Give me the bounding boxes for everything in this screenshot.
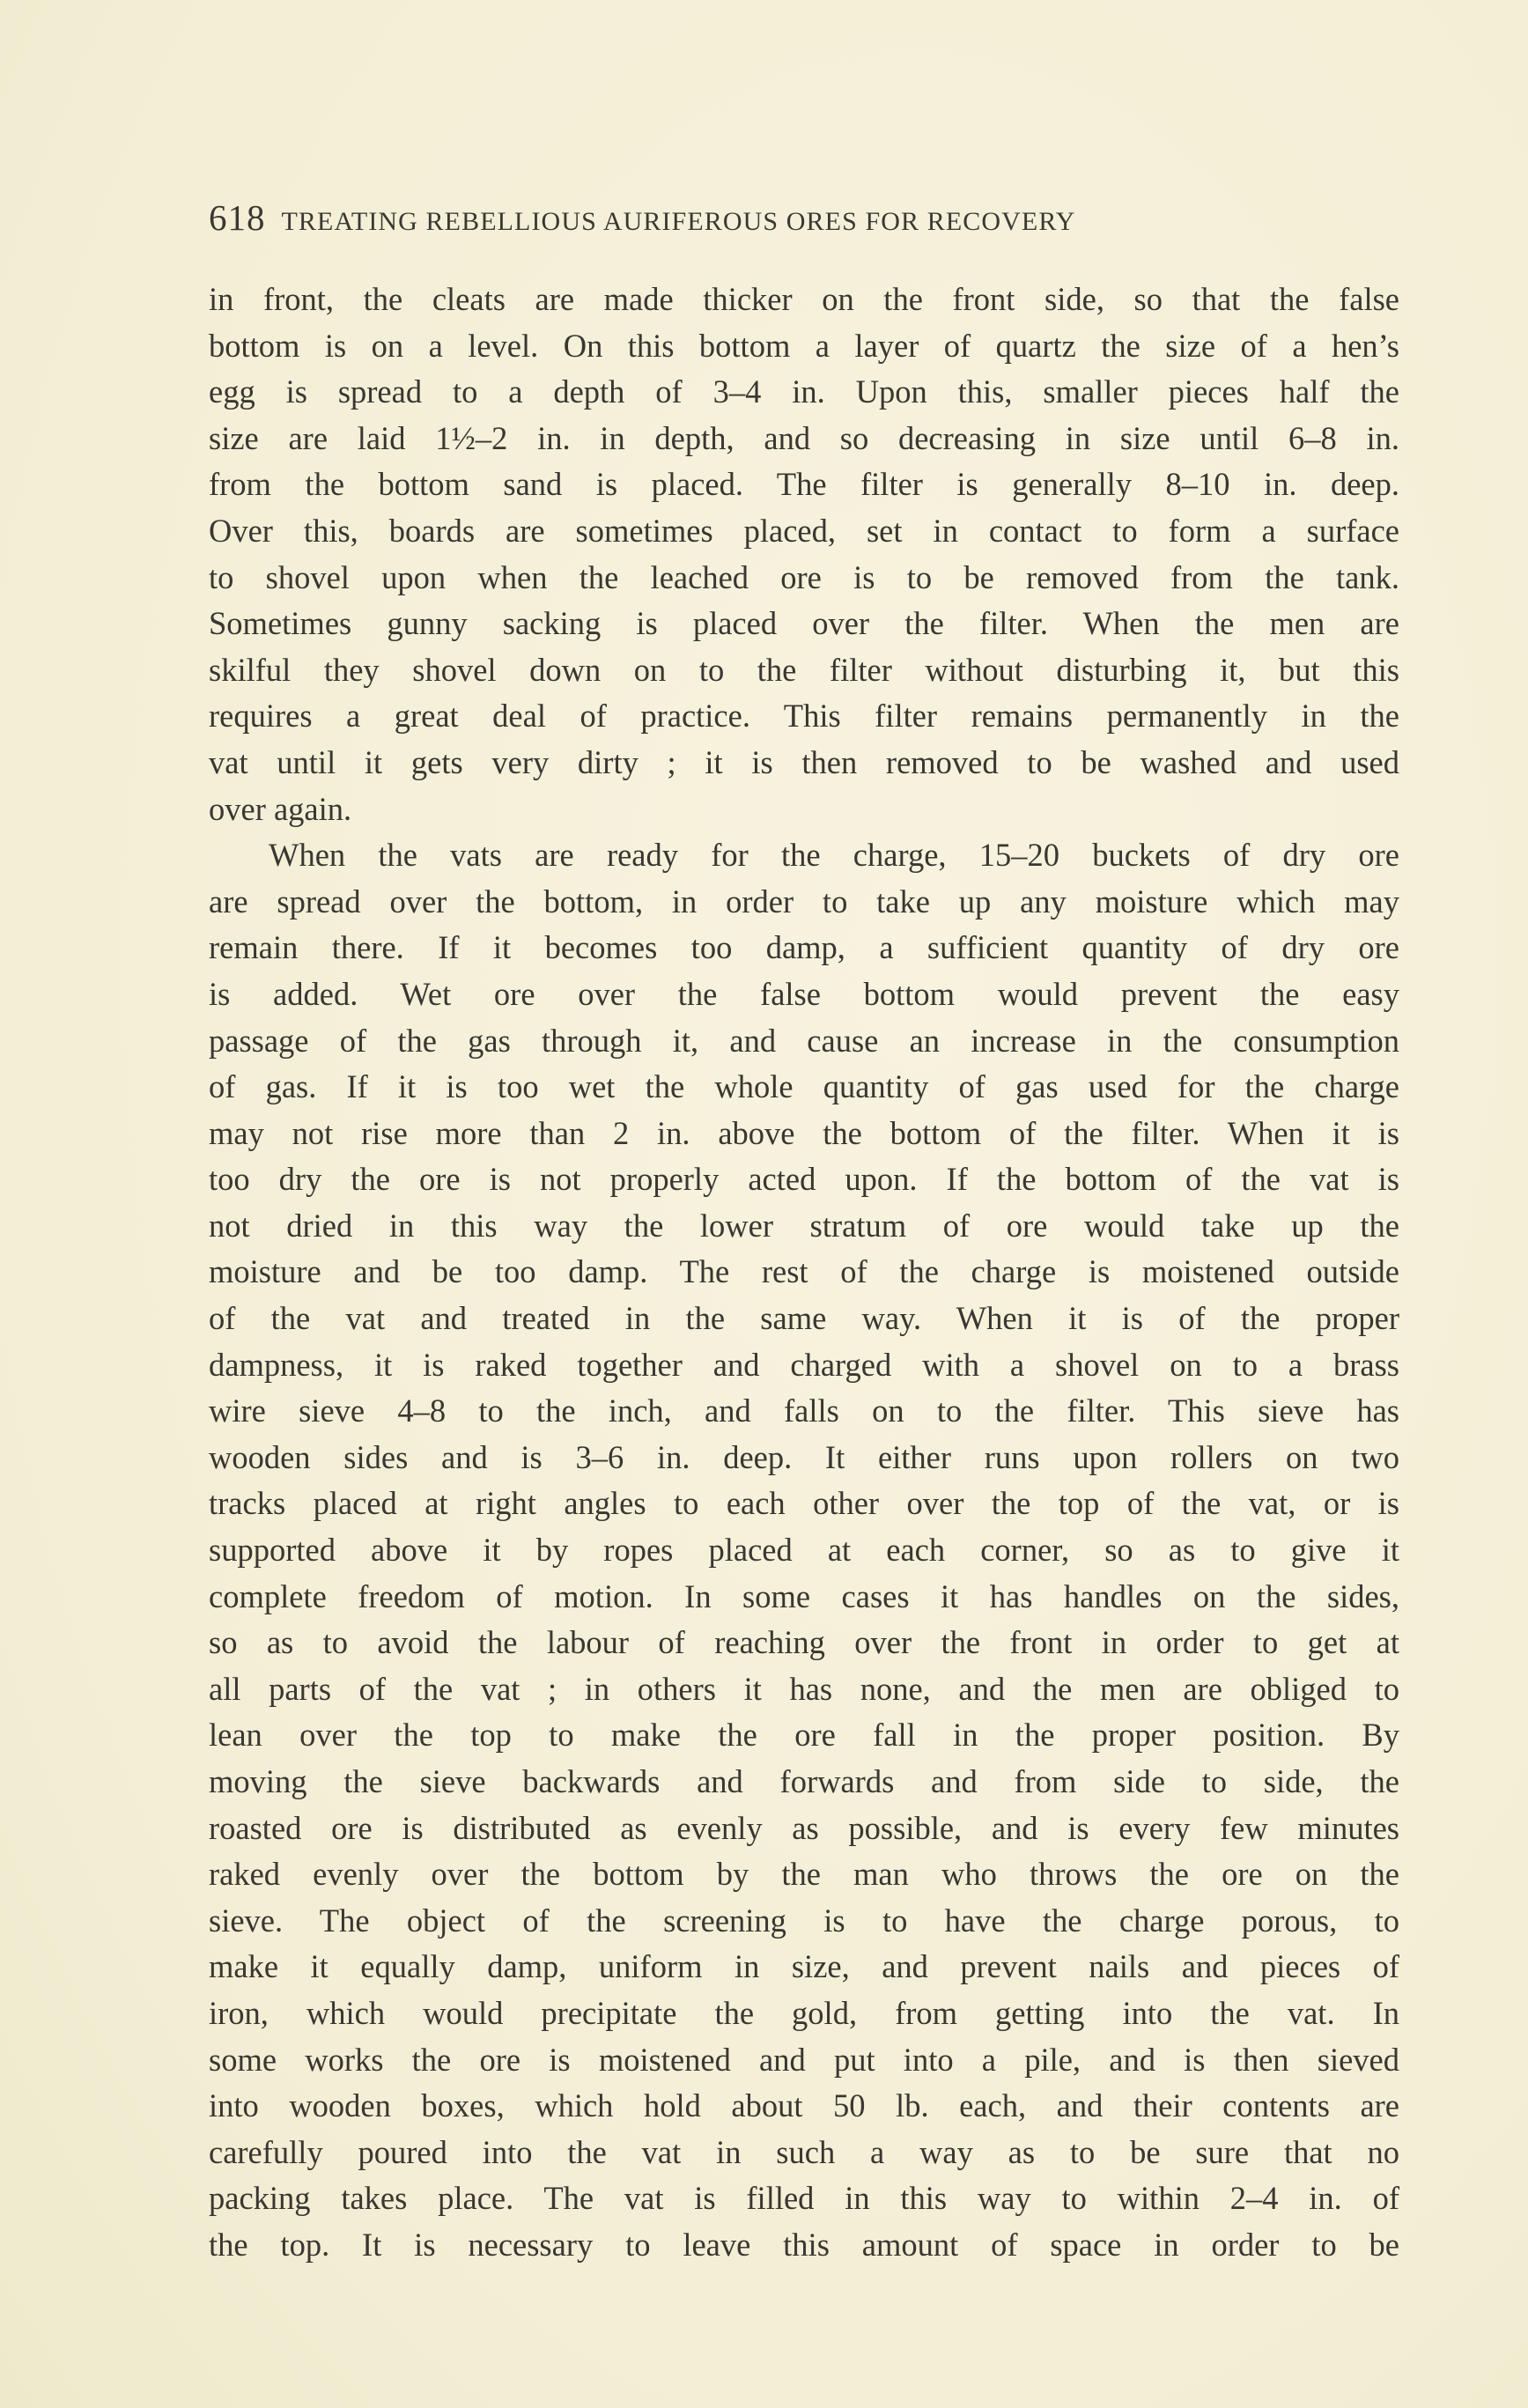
text-line: may not rise more than 2 in. above the bottom of the filter. When it is [209, 1114, 1399, 1151]
text-line: carefully poured into the vat in such a way as to be sure that no [209, 2133, 1399, 2170]
text-line: requires a great deal of practice. This filter remains permanently in the [209, 698, 1399, 735]
text-line: so as to avoid the labour of reaching over the front in order to get at [209, 1624, 1399, 1661]
text-line: too dry the ore is not properly acted upon. If the bottom of the vat is [209, 1161, 1399, 1198]
text-line: into wooden boxes, which hold about 50 lb. each, and their contents are [209, 2087, 1399, 2124]
text-line: Sometimes gunny sacking is placed over the filter. When the men are [209, 605, 1399, 642]
paragraph [209, 277, 1399, 832]
text-line: the top. It is necessary to leave this amount of space in order to be [209, 2226, 1399, 2263]
text-line: bottom is on a level. On this bottom a layer of quartz the size of a hen’s [209, 327, 1399, 364]
paragraph [209, 832, 1399, 2268]
text-line: of the vat and treated in the same way. When it is of the proper [209, 1300, 1399, 1337]
text-line: When the vats are ready for the charge, 15–20 buckets of dry ore [269, 837, 1399, 874]
text-line: some works the ore is moistened and put into a pile, and is then sieved [209, 2041, 1399, 2078]
text-line: supported above it by ropes placed at each corner, so as to give it [209, 1532, 1399, 1569]
text-line: passage of the gas through it, and cause an increase in the consumption [209, 1022, 1399, 1059]
text-line: of gas. If it is too wet the whole quantity of gas used for the charge [209, 1068, 1399, 1105]
text-line: packing takes place. The vat is filled in this way to within 2–4 in. of [209, 2180, 1399, 2217]
running-head-title: TREATING REBELLIOUS AURIFEROUS ORES FOR RECOVERY [281, 207, 1076, 236]
text-line: from the bottom sand is placed. The filter is generally 8–10 in. deep. [209, 466, 1399, 503]
text-line: skilful they shovel down on to the filter without disturbing it, but this [209, 651, 1399, 688]
text-line: vat until it gets very dirty ; it is then removed to be washed and used [209, 743, 1399, 780]
text-line: tracks placed at right angles to each other over the top of the vat, or is [209, 1485, 1399, 1522]
text-line: remain there. If it becomes too damp, a sufficient quantity of dry ore [209, 929, 1399, 966]
text-line: over again. [209, 790, 352, 827]
text-line: moving the sieve backwards and forwards and from side to side, the [209, 1763, 1399, 1799]
page-number: 618 [209, 197, 266, 238]
running-head [209, 196, 1406, 248]
text-line: iron, which would precipitate the gold, from getting into the vat. In [209, 1994, 1399, 2031]
text-line: raked evenly over the bottom by the man who throws the ore on the [209, 1856, 1399, 1893]
text-line: make it equally damp, uniform in size, and prevent nails and pieces of [209, 1948, 1399, 1985]
text-line: dampness, it is raked together and charged with a shovel on to a brass [209, 1346, 1399, 1383]
text-line: to shovel upon when the leached ore is to be removed from the tank. [209, 558, 1399, 595]
text-line: moisture and be too damp. The rest of the charge is moistened outside [209, 1253, 1399, 1290]
body-text [209, 277, 1399, 2269]
text-line: in front, the cleats are made thicker on the front side, so that the false [209, 281, 1399, 317]
text-line: is added. Wet ore over the false bottom would prevent the easy [209, 975, 1399, 1012]
text-line: egg is spread to a depth of 3–4 in. Upon this, smaller pieces half the [209, 373, 1399, 410]
text-line: wooden sides and is 3–6 in. deep. It either runs upon rollers on two [209, 1438, 1399, 1475]
text-line: Over this, boards are sometimes placed, set in contact to form a surface [209, 512, 1399, 549]
text-line: are spread over the bottom, in order to take up any moisture which may [209, 883, 1399, 920]
text-line: wire sieve 4–8 to the inch, and falls on to the filter. This sieve has [209, 1392, 1399, 1429]
text-line: complete freedom of motion. In some cases it has handles on the sides, [209, 1577, 1399, 1614]
text-line: sieve. The object of the screening is to have the charge porous, to [209, 1902, 1399, 1939]
text-line: size are laid 1½–2 in. in depth, and so decreasing in size until 6–8 in. [209, 419, 1399, 456]
text-line: not dried in this way the lower stratum of ore would take up the [209, 1207, 1399, 1244]
text-line: lean over the top to make the ore fall in the proper position. By [209, 1717, 1399, 1754]
text-line: roasted ore is distributed as evenly as possible, and is every few minutes [209, 1809, 1399, 1846]
text-line: all parts of the vat ; in others it has none, and the men are obliged to [209, 1670, 1399, 1707]
